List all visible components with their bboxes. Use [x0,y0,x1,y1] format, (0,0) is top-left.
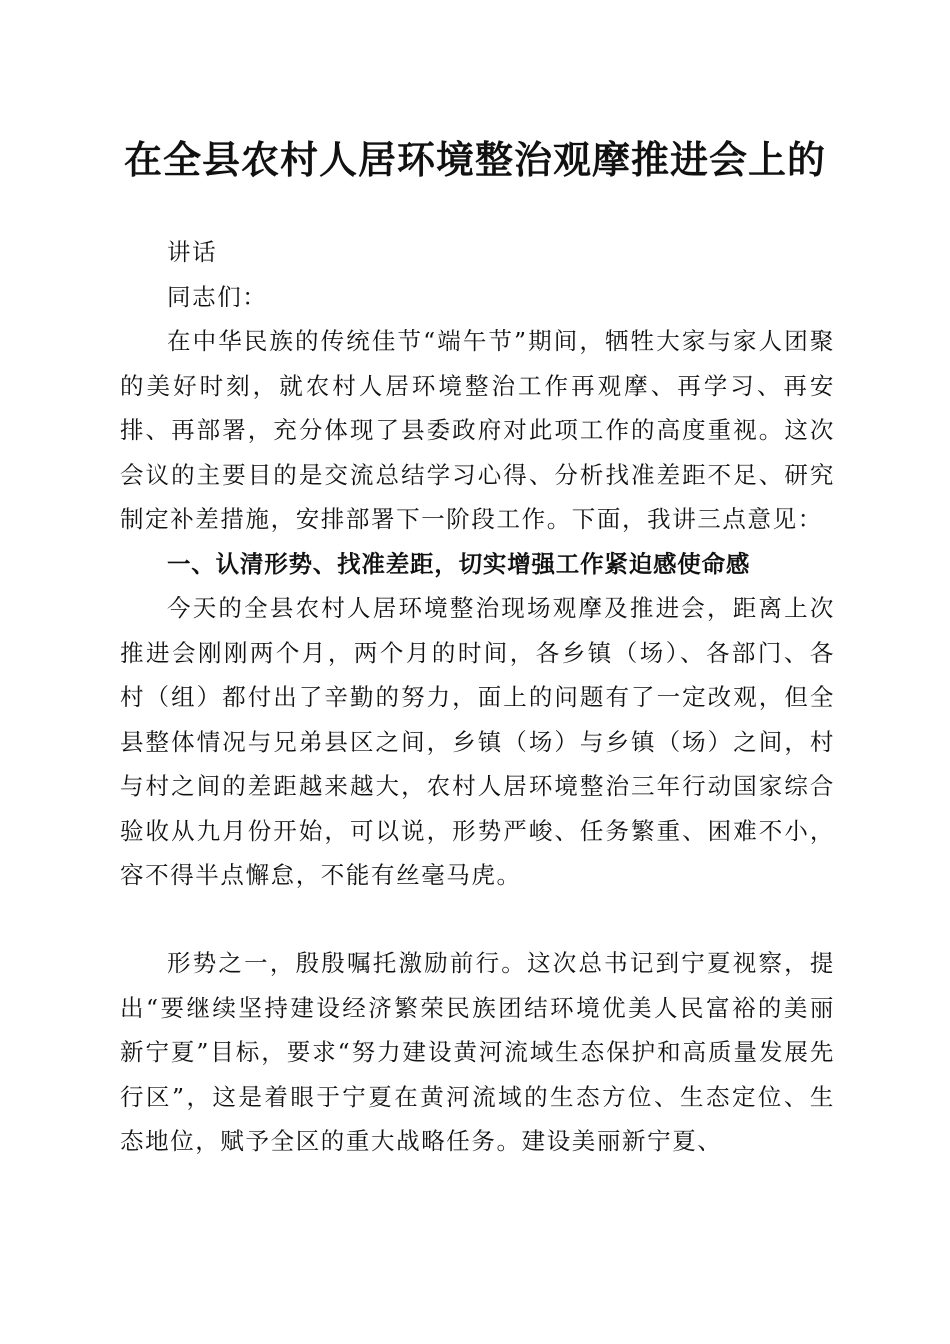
title-continuation: 讲话 [167,238,218,266]
page-title: 在全县农村人居环境整治观摩推进会上的 [123,137,826,182]
document-body [120,230,835,898]
section1-paragraph-1: 今天的全县农村人居环境整治现场观摩及推进会，距离上次推进会刚刚两个月，两个月的时间，各乡镇（场）、各部门、各村（组）都付出了辛勤的努力，面上的问题有了一定改观，但全县整体情况与兄弟县区之间，乡镇（场）与乡镇（场）之间，村与村之间的差距越来越大，农村人居环境整治三年行动国家综合验收从九月份开始，可以说，形势严峻、任务繁重、困难不小，容不得半点懈怠，不能有丝毫马虎。 [120,594,835,889]
salutation: 同志们： [167,282,268,311]
section-heading-1: 一、认清形势、找准差距，切实增强工作紧迫感使命感 [167,549,751,578]
intro-paragraph: 在中华民族的传统佳节“端午节”期间，牺牲大家与家人团聚的美好时刻，就农村人居环境整治工作再观摩、再学习、再安排、再部署，充分体现了县委政府对此项工作的高度重视。这次会议的主要目的是交流总结学习心得、分析找准差距不足、研究制定补差措施，安排部署下一阶段工作。下面，我讲三点意见： [120,327,835,533]
document-body-continued [120,941,835,1164]
section1-paragraph-2: 形势之一，殷殷嘱托激励前行。这次总书记到宁夏视察，提出“要继续坚持建设经济繁荣民族团结环境优美人民富裕的美丽新宁夏”目标，要求“努力建设黄河流域生态保护和高质量发展先行区”，这是着眼于宁夏在黄河流域的生态方位、生态定位、生态地位，赋予全区的重大战略任务。建设美丽新宁夏、 [120,949,835,1155]
